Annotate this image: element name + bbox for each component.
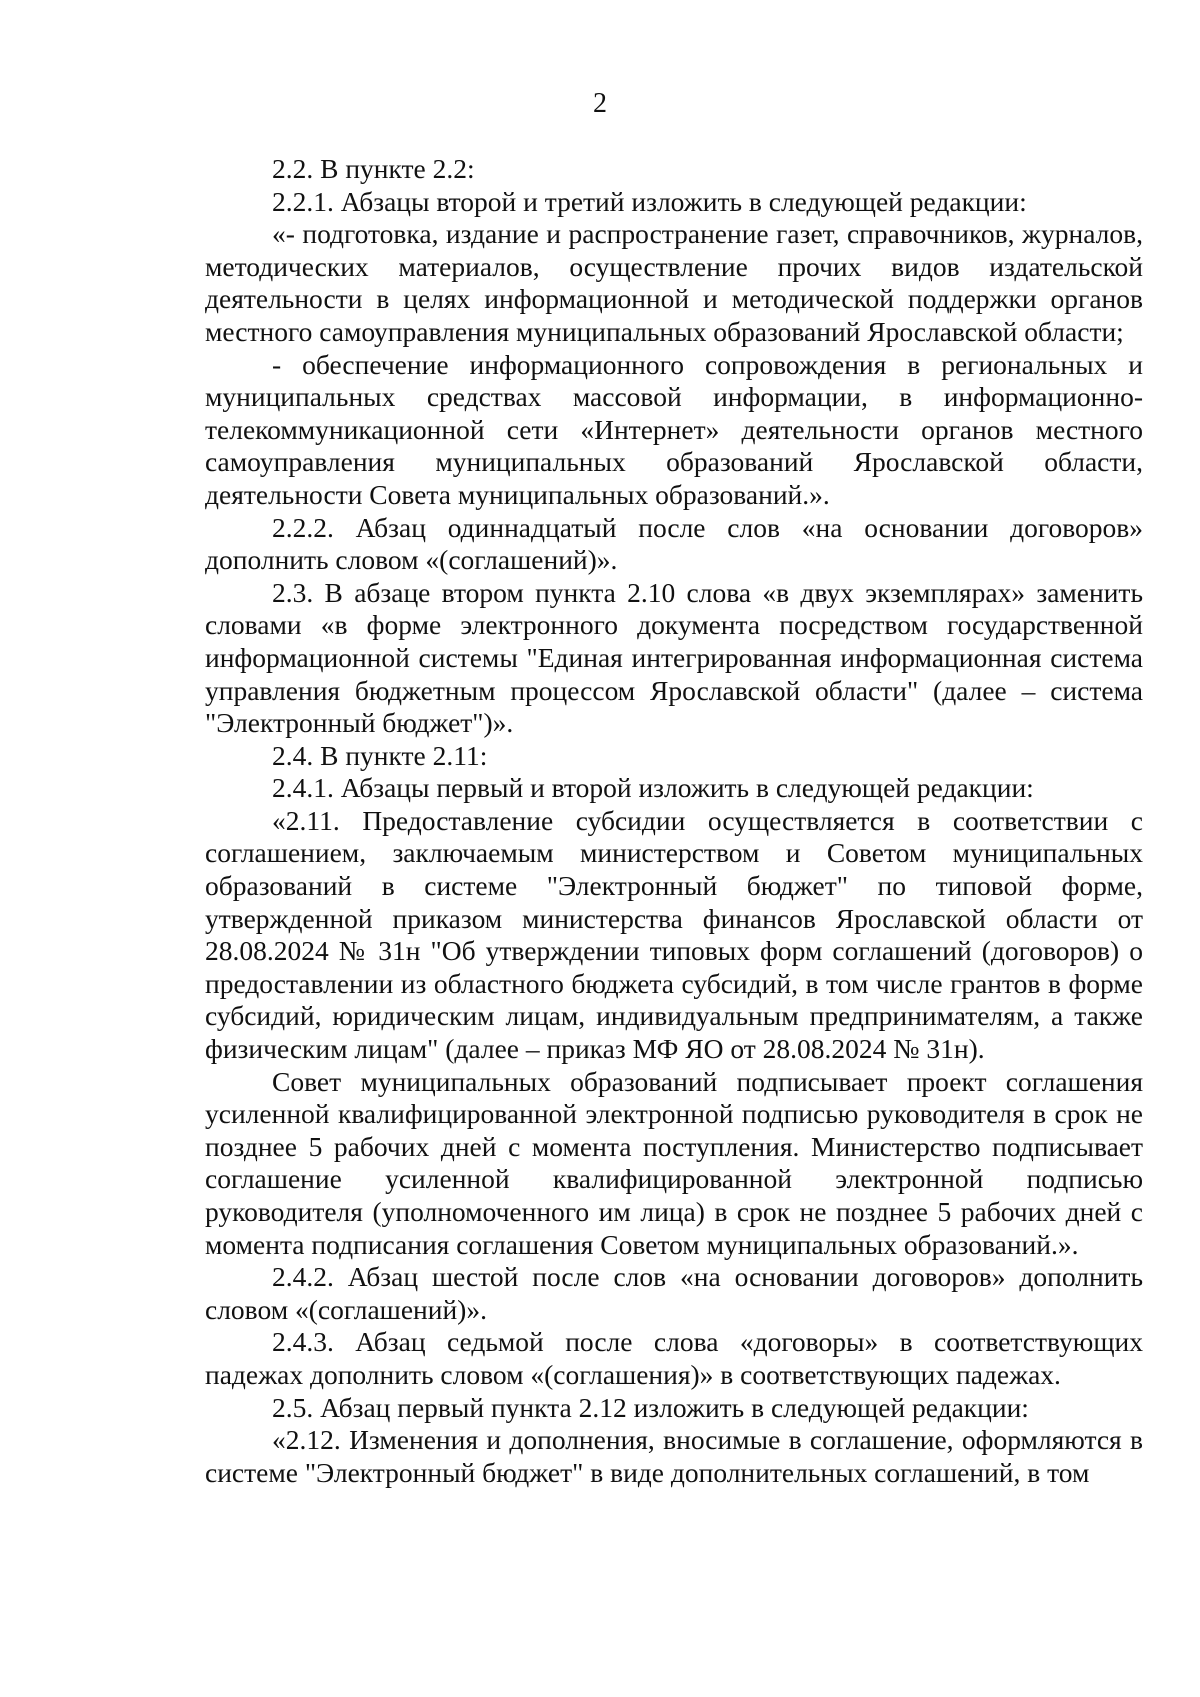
document-body xyxy=(205,153,1143,1489)
paragraph-quote-2-12: «2.12. Изменения и дополнения, вносимые в соглашение, оформляются в системе "Электронный бюджет" в виде дополнительных соглашений, в том xyxy=(205,1424,1143,1488)
paragraph-2-5: 2.5. Абзац первый пункта 2.12 изложить в следующей редакции: xyxy=(272,1391,1029,1423)
paragraph-2-3: 2.3. В абзаце втором пункта 2.10 слова «в двух экземплярах» заменить словами «в форме электронного документа посредством государственной информационной системы "Единая интегрированная информационная система управления бюджетным процессом Ярославской области" (далее – система "Электронный бюджет")». xyxy=(205,576,1143,739)
paragraph-2-4-3: 2.4.3. Абзац седьмой после слова «договоры» в соответствующих падежах дополнить словом «(соглашения)» в соответствующих падежах. xyxy=(205,1326,1143,1390)
paragraph-2-4-2: 2.4.2. Абзац шестой после слов «на основании договоров» дополнить словом «(соглашений)». xyxy=(205,1261,1143,1325)
paragraph-2-2: 2.2. В пункте 2.2: xyxy=(272,153,475,184)
paragraph-quote-2-11: «2.11. Предоставление субсидии осуществляется в соответствии с соглашением, заключаемым министерством и Советом муниципальных образований в системе "Электронный бюджет" по типовой форме, утвержденной приказом министерства финансов Ярославской области от 28.08.2024 № 31н "Об утверждении типовых форм соглашений (договоров) о предоставлении из областного бюджета субсидий, в том числе грантов в форме субсидий, юридическим лицам, индивидуальным предпринимателям, а также физическим лицам" (далее – приказ МФ ЯО от 28.08.2024 № 31н). xyxy=(205,804,1143,1065)
paragraph-quote-publishing: «- подготовка, издание и распространение газет, справочников, журналов, методических материалов, осуществление прочих видов издательской деятельности в целях информационной и методической поддержки органов местного самоуправления муниципальных образований Ярославской области; xyxy=(205,218,1143,347)
paragraph-quote-media: - обеспечение информационного сопровождения в региональных и муниципальных средствах массовой информации, в информационно-телекоммуникационной сети «Интернет» деятельности органов местного самоуправления муниципальных образований Ярославской области, деятельности Совета муниципальных образований.». xyxy=(205,348,1143,510)
paragraph-2-4-1: 2.4.1. Абзацы первый и второй изложить в следующей редакции: xyxy=(272,772,1034,804)
paragraph-quote-signing: Совет муниципальных образований подписывает проект соглашения усиленной квалифицированной электронной подписью руководителя в срок не позднее 5 рабочих дней с момента поступления. Министерство подписывает соглашение усиленной квалифицированной электронной подписью руководителя (уполномоченного им лица) в срок не позднее 5 рабочих дней с момента подписания соглашения Советом муниципальных образований.». xyxy=(205,1065,1143,1260)
paragraph-2-4: 2.4. В пункте 2.11: xyxy=(272,739,488,771)
paragraph-2-2-2: 2.2.2. Абзац одиннадцатый после слов «на основании договоров» дополнить словом «(соглашений)». xyxy=(205,511,1143,576)
paragraph-2-2-1: 2.2.1. Абзацы второй и третий изложить в следующей редакции: xyxy=(272,185,1027,217)
page-number: 2 xyxy=(593,88,607,119)
